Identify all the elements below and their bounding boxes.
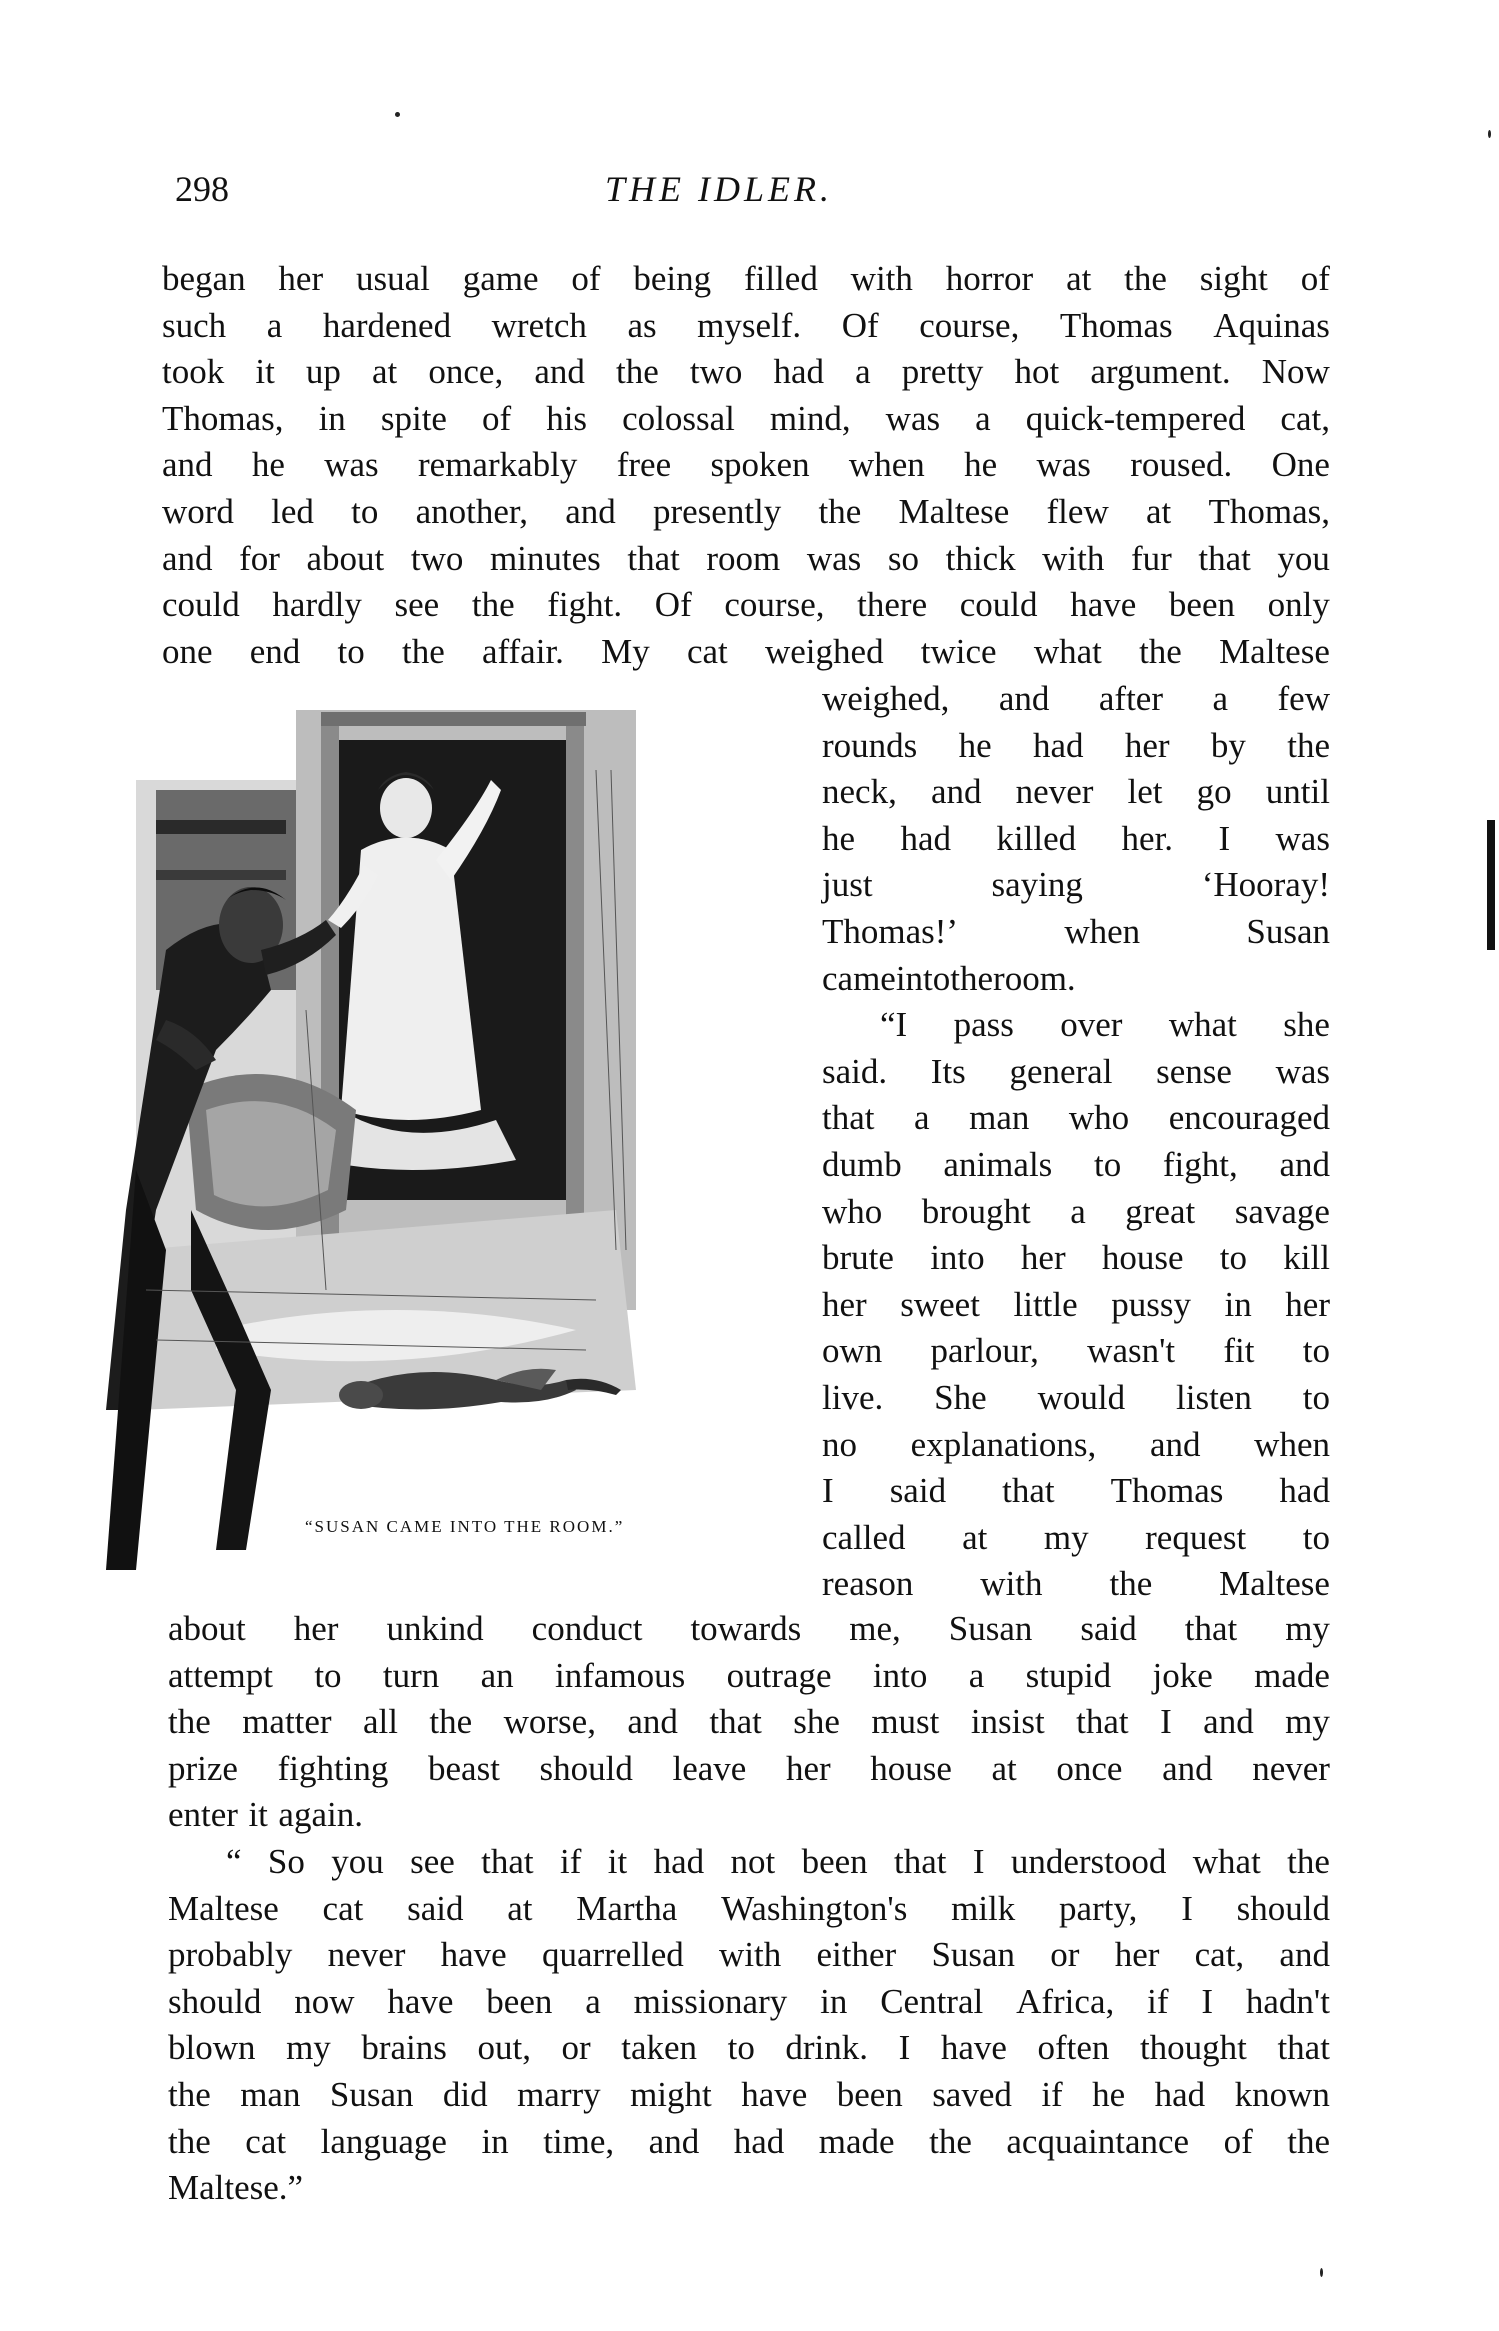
text-line: attempt to turn an infamous outrage into a stupid joke made xyxy=(168,1655,1330,1695)
text-line: took it up at once, and the two had a pretty hot argument. Now xyxy=(162,352,1330,392)
illustration-caption: “SUSAN CAME INTO THE ROOM.” xyxy=(305,1517,625,1536)
text-line: Maltese cat said at Martha Washington's milk party, I should xyxy=(168,1888,1330,1928)
scan-edge-mark xyxy=(1487,820,1495,950)
text-line: word led to another, and presently the Maltese flew at Thomas, xyxy=(162,491,1330,531)
text-line: should now have been a missionary in Central Africa, if I hadn't xyxy=(168,1981,1330,2021)
paragraph-bottom xyxy=(168,1606,1330,2212)
text-line: and he was remarkably free spoken when he was roused. One xyxy=(162,445,1330,485)
text-line: own parlour, wasn't fit to xyxy=(822,1331,1330,1371)
text-line: said. Its general sense was xyxy=(822,1051,1330,1091)
text-line: probably never have quarrelled with either Susan or her cat, and xyxy=(168,1935,1330,1975)
text-line: that a man who encouraged xyxy=(822,1098,1330,1138)
text-line: live. She would listen to xyxy=(822,1377,1330,1417)
illustration xyxy=(96,690,816,1570)
text-line: her sweet little pussy in her xyxy=(822,1284,1330,1324)
text-line: rounds he had her by the xyxy=(822,725,1330,765)
running-header xyxy=(175,168,1325,228)
text-line: Maltese.” xyxy=(168,2168,304,2208)
text-line: he had killed her. I was xyxy=(822,818,1330,858)
text-line: the cat language in time, and had made the acquaintance of the xyxy=(168,2121,1330,2161)
text-line: called at my request to xyxy=(822,1517,1330,1557)
text-line: the matter all the worse, and that she must insist that I and my xyxy=(168,1702,1330,1742)
text-line: blown my brains out, or taken to drink. I have often thought that xyxy=(168,2028,1330,2068)
running-title: THE IDLER. xyxy=(605,169,833,209)
page-number: 298 xyxy=(175,169,229,209)
text-line: Thomas, in spite of his colossal mind, was a quick-tempered cat, xyxy=(162,398,1330,438)
text-line: just saying ‘Hooray! xyxy=(822,865,1330,905)
text-line: weighed, and after a few xyxy=(822,679,1330,718)
text-line: the man Susan did marry might have been saved if he had known xyxy=(168,2074,1330,2114)
text-line: enter it again. xyxy=(168,1795,363,1835)
text-line: Thomas!’ when Susan xyxy=(822,911,1330,951)
illustration-drawing xyxy=(96,690,816,1570)
text-line: who brought a great savage xyxy=(822,1191,1330,1231)
text-line: brute into her house to kill xyxy=(822,1238,1330,1278)
text-line: “ So you see that if it had not been that I understood what the xyxy=(226,1841,1330,1881)
text-line: reason with the Maltese xyxy=(822,1564,1330,1604)
text-line: such a hardened wretch as myself. Of course, Thomas Aquinas xyxy=(162,305,1330,345)
paragraph-side xyxy=(822,676,1330,1608)
text-line: prize fighting beast should leave her house at once and never xyxy=(168,1748,1330,1788)
text-line: came into the room. xyxy=(822,958,1076,998)
text-line: neck, and never let go until xyxy=(822,772,1330,812)
scan-speck xyxy=(1488,130,1491,138)
text-line: I said that Thomas had xyxy=(822,1471,1330,1511)
scan-speck xyxy=(395,112,400,117)
text-line: could hardly see the fight. Of course, there could have been only xyxy=(162,585,1330,625)
text-line: began her usual game of being filled with horror at the sight of xyxy=(162,259,1330,298)
text-line: dumb animals to fight, and xyxy=(822,1144,1330,1184)
text-line: about her unkind conduct towards me, Susan said that my xyxy=(168,1609,1330,1648)
paragraph-top xyxy=(162,256,1330,675)
text-line: one end to the affair. My cat weighed twice what the Maltese xyxy=(162,631,1330,671)
text-line: no explanations, and when xyxy=(822,1424,1330,1464)
text-line: “I pass over what she xyxy=(880,1005,1330,1045)
text-line: and for about two minutes that room was so thick with fur that you xyxy=(162,538,1330,578)
scan-speck xyxy=(1320,2268,1323,2277)
